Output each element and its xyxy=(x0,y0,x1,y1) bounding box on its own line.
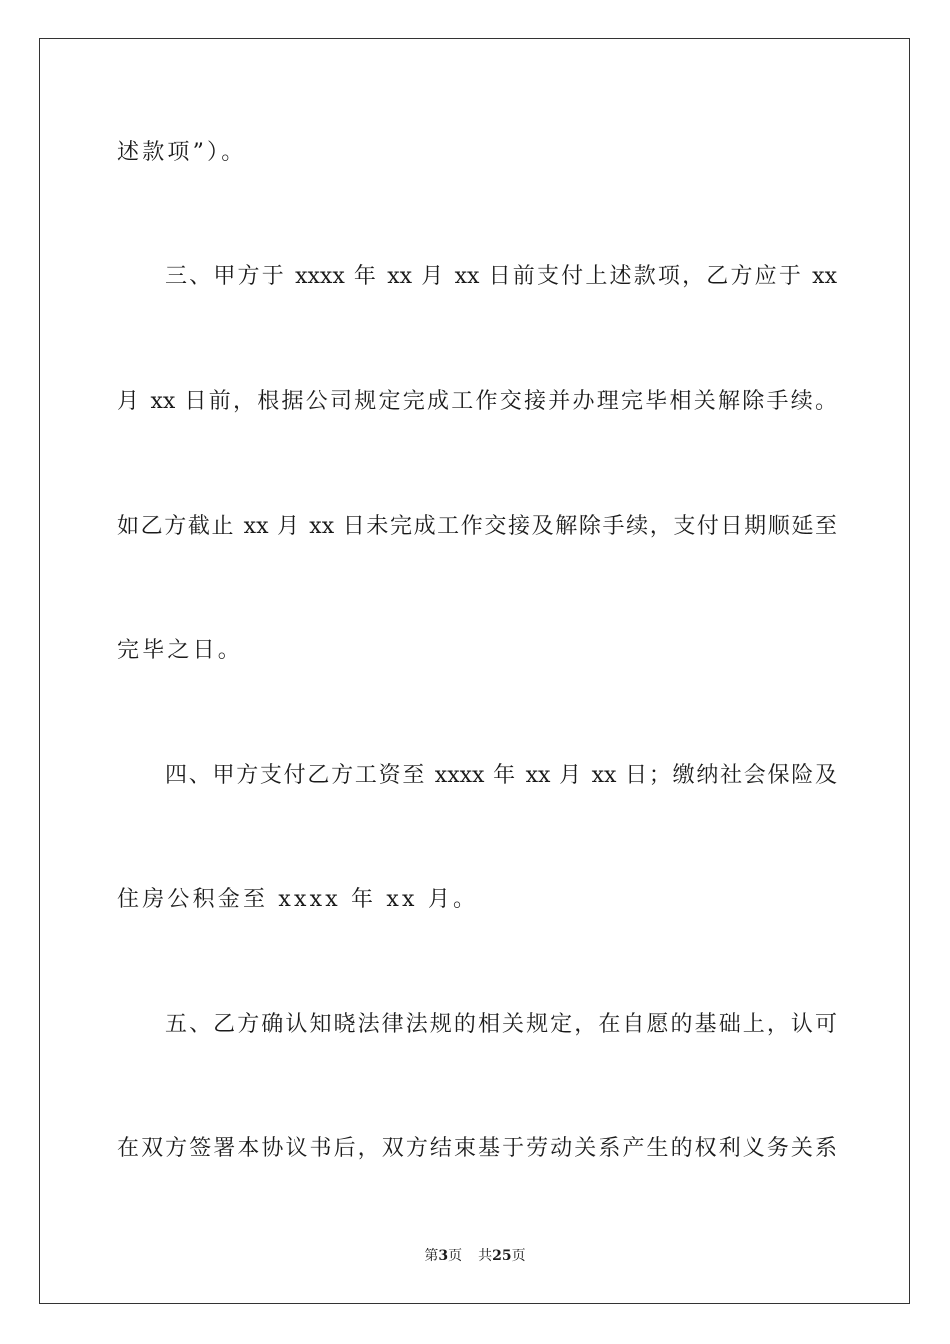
footer-current-page: 3 xyxy=(438,1248,449,1264)
paragraph-line-7: 住房公积金至 xxxx 年 xx 月。 xyxy=(117,887,479,912)
paragraph-line-2: 三、甲方于 xxxx 年 xx 月 xx 日前支付上述款项，乙方应于 xx xyxy=(165,264,837,289)
paragraph-line-8: 五、乙方确认知晓法律法规的相关规定，在自愿的基础上，认可 xyxy=(165,1012,837,1037)
footer-total-suffix: 页 xyxy=(511,1248,526,1264)
paragraph-line-1: 述款项”）。 xyxy=(117,140,247,165)
page-footer xyxy=(0,1246,950,1266)
paragraph-line-5: 完毕之日。 xyxy=(117,638,244,663)
page-border xyxy=(39,38,910,1304)
footer-page-prefix: 第 xyxy=(424,1248,439,1264)
footer-page-suffix: 页 xyxy=(448,1248,463,1264)
paragraph-line-4: 如乙方截止 xx 月 xx 日未完成工作交接及解除手续，支付日期顺延至 xyxy=(117,514,837,539)
footer-total-prefix: 共 xyxy=(478,1248,493,1264)
paragraph-line-6: 四、甲方支付乙方工资至 xxxx 年 xx 月 xx 日；缴纳社会保险及 xyxy=(165,763,837,788)
paragraph-line-3: 月 xx 日前，根据公司规定完成工作交接并办理完毕相关解除手续。 xyxy=(117,389,837,414)
footer-total-pages: 25 xyxy=(492,1248,512,1264)
paragraph-line-9: 在双方签署本协议书后，双方结束基于劳动关系产生的权利义务关系 xyxy=(117,1136,837,1161)
